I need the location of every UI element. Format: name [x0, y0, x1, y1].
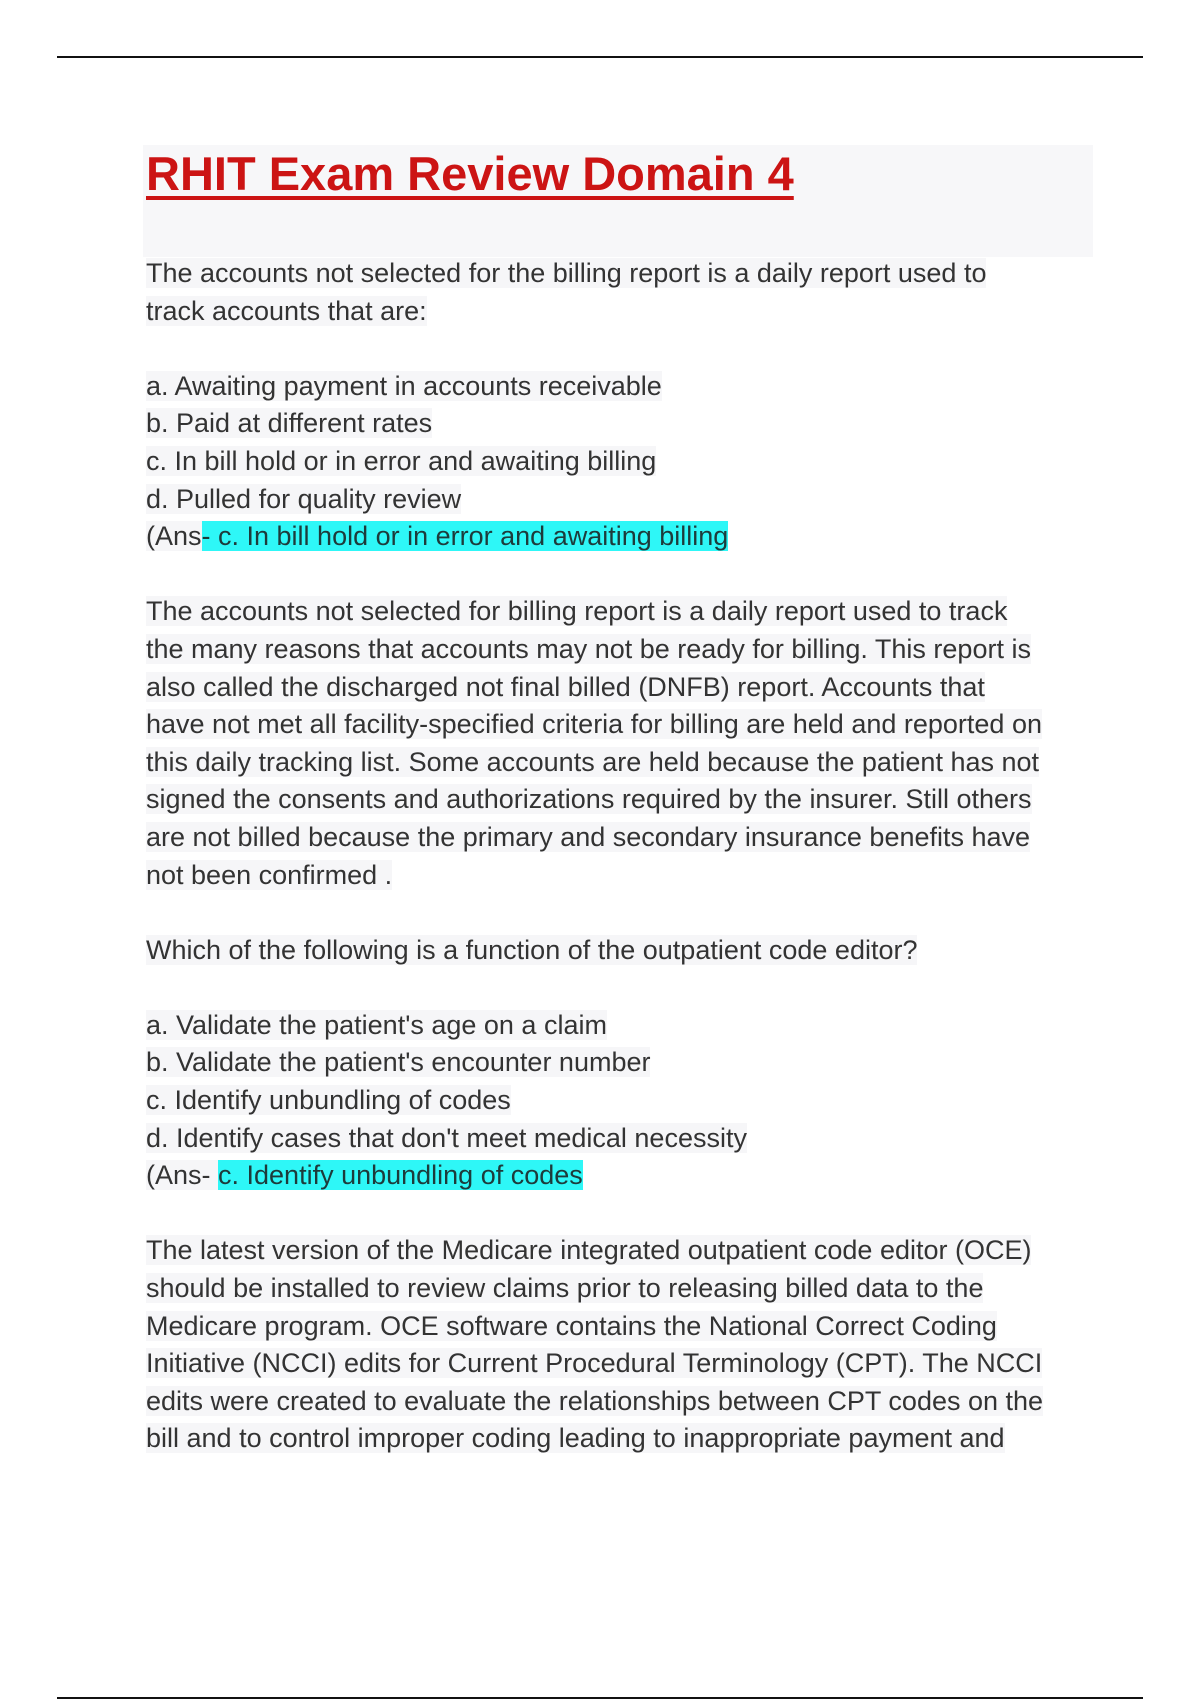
top-rule [57, 56, 1143, 58]
question-1-option-b: b. Paid at different rates [146, 408, 433, 439]
document-title: RHIT Exam Review Domain 4 [146, 147, 794, 200]
explanation-2 [146, 1232, 1106, 1458]
answer-highlight: c. Identify unbundling of codes [218, 1160, 583, 1191]
answer-highlight: - c. In bill hold or in error and awaiting billing [201, 521, 729, 552]
explanation-line: Medicare program. OCE software contains the National Correct Coding [146, 1310, 997, 1341]
explanation-line: not been confirmed . [146, 859, 393, 890]
question-2-option-a: a. Validate the patient's age on a claim [146, 1009, 607, 1040]
answer-prefix: (Ans- [146, 1160, 219, 1191]
explanation-line: the many reasons that accounts may not be ready for billing. This report is [146, 633, 1031, 664]
explanation-line: Initiative (NCCI) edits for Current Procedural Terminology (CPT). The NCCI [146, 1348, 1043, 1379]
explanation-line: this daily tracking list. Some accounts are held because the patient has not [146, 746, 1040, 777]
question-1-option-a: a. Awaiting payment in accounts receivable [146, 370, 662, 401]
document-body [146, 255, 1106, 1458]
question-1-stem-line: track accounts that are: [146, 295, 427, 326]
explanation-line: have not met all facility-specified criteria for billing are held and reported on [146, 709, 1042, 740]
explanation-line: also called the discharged not final billed (DNFB) report. Accounts that [146, 671, 985, 702]
explanation-line: should be installed to review claims prior to releasing billed data to the [146, 1273, 984, 1304]
question-2-option-b: b. Validate the patient's encounter number [146, 1047, 651, 1078]
answer-prefix: (Ans [146, 521, 202, 552]
bottom-rule [57, 1697, 1143, 1699]
question-2-option-c: c. Identify unbundling of codes [146, 1085, 511, 1116]
question-2 [146, 932, 1106, 1195]
question-1-stem-line: The accounts not selected for the billing report is a daily report used to [146, 258, 987, 288]
explanation-line: The latest version of the Medicare integrated outpatient code editor (OCE) [146, 1235, 1032, 1266]
explanation-line: bill and to control improper coding leading to inappropriate payment and [146, 1423, 1005, 1454]
explanation-1 [146, 593, 1106, 894]
spacer [146, 894, 1106, 932]
explanation-line: are not billed because the primary and secondary insurance benefits have [146, 821, 1031, 852]
spacer [146, 1195, 1106, 1233]
question-1-option-d: d. Pulled for quality review [146, 483, 462, 514]
question-1-answer [146, 518, 1106, 556]
spacer [146, 969, 1106, 1007]
explanation-line: signed the consents and authorizations required by the insurer. Still others [146, 784, 1032, 815]
explanation-line: edits were created to evaluate the relationships between CPT codes on the [146, 1385, 1044, 1416]
question-1-option-c: c. In bill hold or in error and awaiting billing [146, 445, 657, 476]
question-2-answer [146, 1157, 1106, 1195]
spacer [146, 556, 1106, 594]
question-2-option-d: d. Identify cases that don't meet medical necessity [146, 1122, 747, 1153]
question-1 [146, 255, 1106, 556]
spacer [146, 330, 1106, 368]
explanation-line: The accounts not selected for billing report is a daily report used to track [146, 596, 1008, 627]
question-2-stem-line: Which of the following is a function of the outpatient code editor? [146, 934, 918, 965]
